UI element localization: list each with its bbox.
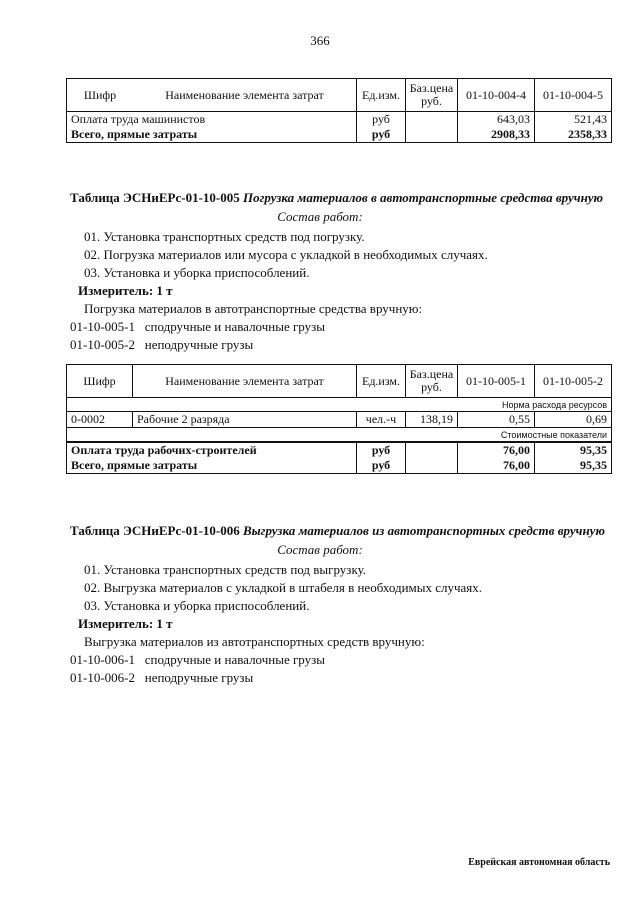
header-unit: Ед.изм.: [357, 365, 406, 398]
section-description: Выгрузка материалов из автотранспортных средств вручную:: [84, 634, 425, 649]
header-col-a: 01-10-005-1: [458, 365, 535, 398]
measure-unit: Измеритель: 1 т: [78, 616, 173, 631]
header-name: Наименование элемента затрат: [133, 365, 357, 398]
page-number: 366: [310, 33, 330, 48]
composition-title: Состав работ:: [277, 209, 363, 224]
table-row-resource: 0-0002 Рабочие 2 разряда чел.-ч 138,19 0,55 0,69: [67, 412, 612, 428]
header-unit: Ед.изм.: [357, 79, 406, 112]
table-row-total: Всего, прямые затраты руб 2908,33 2358,33: [67, 127, 612, 143]
table-row-total: Всего, прямые затраты руб 76,00 95,35: [67, 458, 612, 474]
header-base-price: Баз.цена руб.: [406, 365, 458, 398]
section-heading-01-10-005: Таблица ЭСНиЕРс-01-10-005 Погрузка материалов в автотранспортные средства вручную: [70, 190, 604, 205]
work-step: 01. Установка транспортных средств под выгрузку.: [84, 562, 367, 577]
table-row: Оплата труда машинистов руб 643,03 521,43: [67, 112, 612, 128]
header-code: Шифр: [83, 87, 117, 102]
cost-label-row: Стоимостные показатели: [67, 428, 612, 443]
section-description: Погрузка материалов в автотранспортные средства вручную:: [84, 301, 423, 316]
table-row: Оплата труда рабочих-строителей руб 76,00 95,35: [67, 442, 612, 458]
work-step: 03. Установка и уборка приспособлений.: [84, 265, 310, 280]
item-code: 01-10-005-1 сподручные и навалочные грузы: [70, 319, 325, 334]
cost-table-01-10-005: [66, 364, 612, 474]
region-footer: Еврейская автономная область: [468, 857, 610, 868]
measure-unit: Измеритель: 1 т: [78, 283, 173, 298]
header-code: Шифр: [67, 365, 133, 398]
header-col-a: 01-10-004-4: [458, 79, 535, 112]
header-col-b: 01-10-004-5: [535, 79, 612, 112]
table-header-row: [67, 79, 612, 112]
composition-title: Состав работ:: [277, 542, 363, 557]
header-name: Наименование элемента затрат: [165, 87, 324, 102]
work-step: 01. Установка транспортных средств под погрузку.: [84, 229, 365, 244]
header-col-b: 01-10-005-2: [535, 365, 612, 398]
table-header-row: [67, 365, 612, 398]
norm-label-row: Норма расхода ресурсов: [67, 398, 612, 412]
item-code: 01-10-005-2 неподручные грузы: [70, 337, 254, 352]
item-code: 01-10-006-2 неподручные грузы: [70, 670, 254, 685]
section-heading-01-10-006: Таблица ЭСНиЕРс-01-10-006 Выгрузка материалов из автотранспортных средств вручную: [70, 523, 605, 538]
header-base-price: Баз.цена руб.: [406, 79, 458, 112]
work-step: 02. Выгрузка материалов с укладкой в штабеля в необходимых случаях.: [84, 580, 483, 595]
work-step: 02. Погрузка материалов или мусора с укладкой в необходимых случаях.: [84, 247, 488, 262]
cost-table-01-10-004: [66, 78, 612, 143]
item-code: 01-10-006-1 сподручные и навалочные грузы: [70, 652, 325, 667]
work-step: 03. Установка и уборка приспособлений.: [84, 598, 310, 613]
